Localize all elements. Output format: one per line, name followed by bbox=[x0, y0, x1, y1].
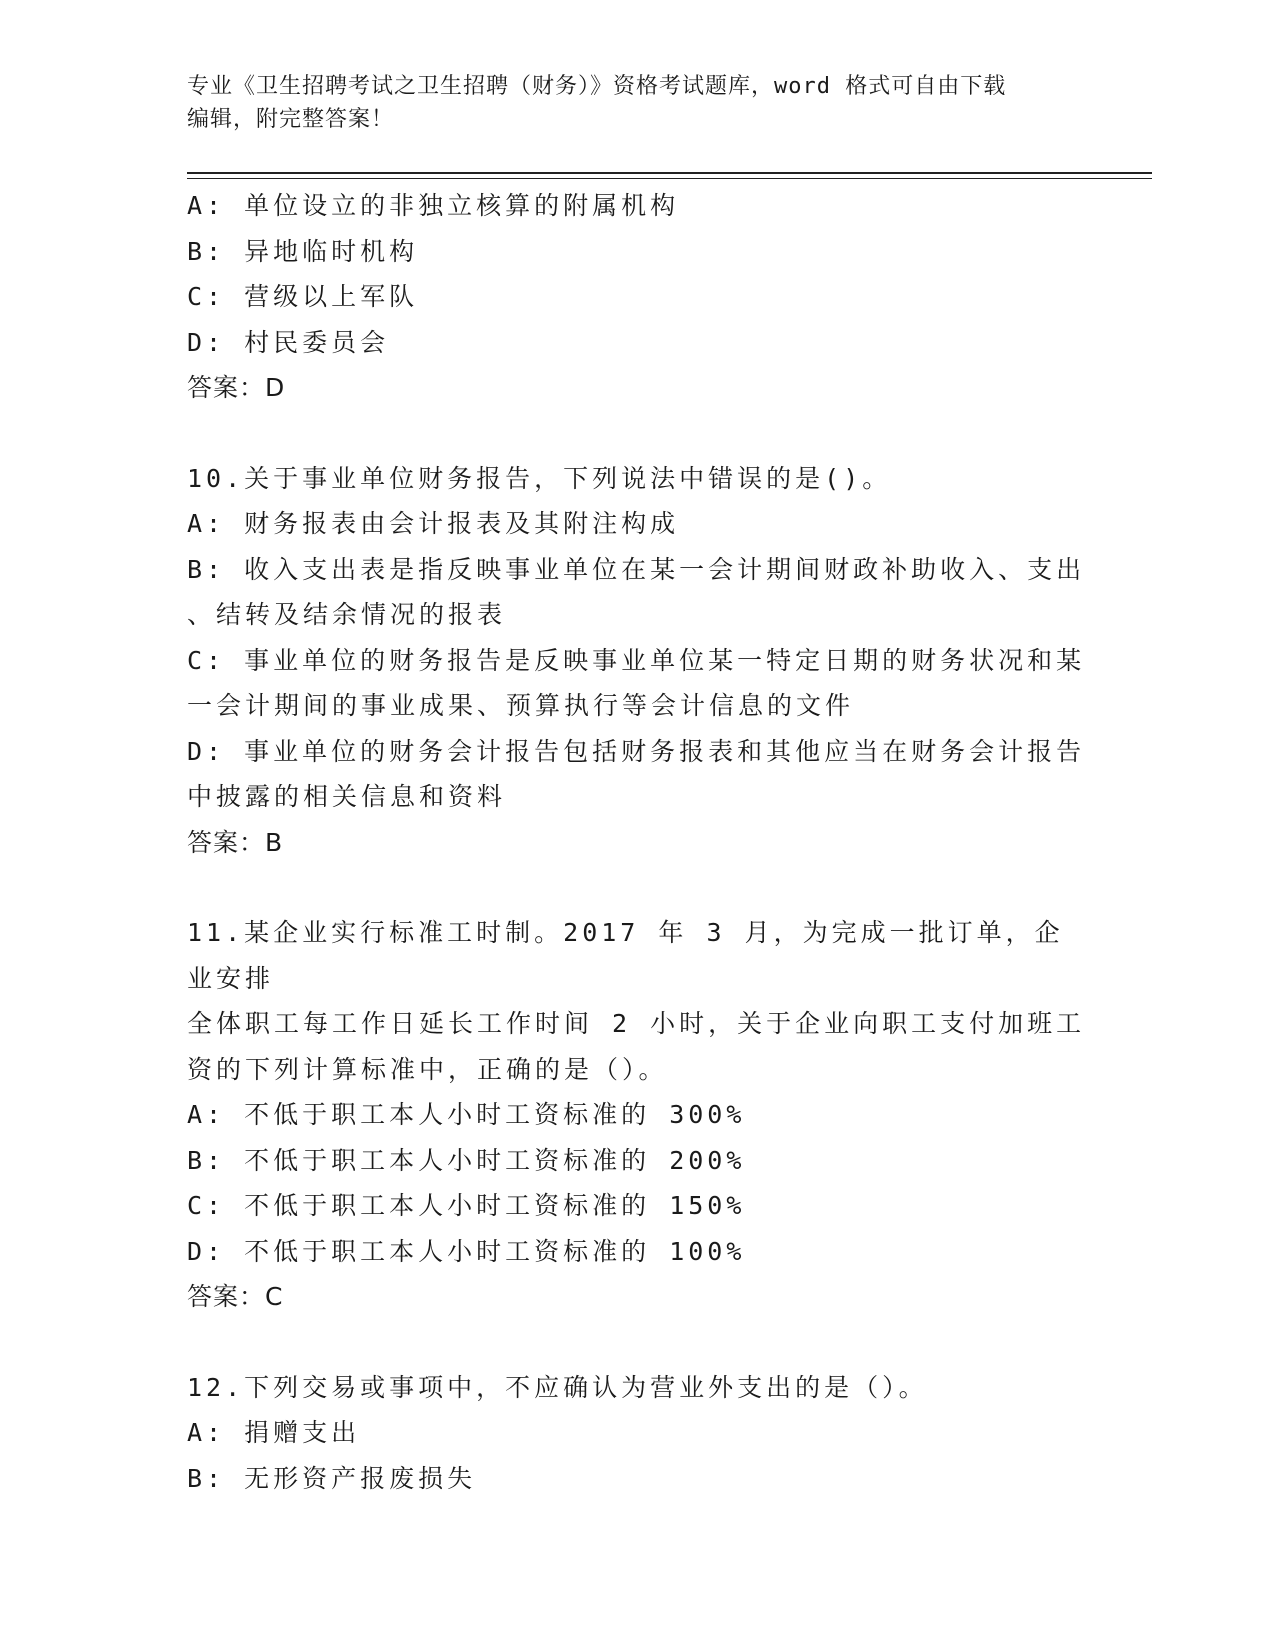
spacer bbox=[187, 411, 1152, 456]
option-c-continued: 一会计期间的事业成果、预算执行等会计信息的文件 bbox=[187, 691, 855, 720]
answer-label: 答案：B bbox=[187, 827, 284, 857]
option-b: B: 无形资产报废损失 bbox=[187, 1463, 477, 1493]
option-a: A: 不低于职工本人小时工资标准的 300% bbox=[187, 1100, 746, 1129]
option-a: A: 单位设立的非独立核算的附属机构 bbox=[187, 191, 680, 220]
option-b: B: 不低于职工本人小时工资标准的 200% bbox=[187, 1145, 746, 1175]
header-line: 专业《卫生招聘考试之卫生招聘（财务）》资格考试题库，word 格式可自由下载 bbox=[187, 74, 1007, 99]
header-divider bbox=[187, 172, 1152, 179]
option-d-continued: 中披露的相关信息和资料 bbox=[187, 782, 507, 811]
option-d: D: 村民委员会 bbox=[187, 327, 390, 357]
question-text: 12.下列交易或事项中，不应确认为营业外支出的是（）。 bbox=[187, 1372, 928, 1402]
option-a: A: 财务报表由会计报表及其附注构成 bbox=[187, 509, 680, 538]
question-text: 11.某企业实行标准工时制。2017 年 3 月，为完成一批订单，企业安排 bbox=[187, 918, 1064, 993]
option-b: B: 收入支出表是指反映事业单位在某一会计期间财政补助收入、支出 bbox=[187, 554, 1086, 584]
option-b-continued: 、结转及结余情况的报表 bbox=[187, 600, 507, 629]
question-9-block bbox=[187, 183, 1152, 411]
option-a: A: 捐赠支出 bbox=[187, 1418, 361, 1447]
question-11-block bbox=[187, 910, 1152, 1320]
question-text-continued: 资的下列计算标准中，正确的是（）。 bbox=[187, 1054, 668, 1084]
spacer bbox=[187, 1320, 1152, 1365]
option-c: C: 营级以上军队 bbox=[187, 282, 419, 311]
spacer bbox=[187, 865, 1152, 910]
option-c: C: 事业单位的财务报告是反映事业单位某一特定日期的财务状况和某 bbox=[187, 645, 1086, 675]
option-d: D: 事业单位的财务会计报告包括财务报表和其他应当在财务会计报告 bbox=[187, 736, 1086, 766]
question-text: 10.关于事业单位财务报告，下列说法中错误的是()。 bbox=[187, 463, 892, 493]
option-b: B: 异地临时机构 bbox=[187, 236, 419, 266]
option-d: D: 不低于职工本人小时工资标准的 100% bbox=[187, 1236, 746, 1266]
document-page bbox=[187, 70, 1152, 1501]
answer-label: 答案：C bbox=[187, 1282, 284, 1311]
question-10-block bbox=[187, 456, 1152, 866]
question-text-continued: 全体职工每工作日延长工作时间 2 小时，关于企业向职工支付加班工 bbox=[187, 1009, 1086, 1038]
answer-label: 答案：D bbox=[187, 373, 286, 402]
document-header bbox=[187, 70, 1067, 136]
question-12-block bbox=[187, 1365, 1152, 1502]
option-c: C: 不低于职工本人小时工资标准的 150% bbox=[187, 1191, 746, 1220]
header-line: 编辑，附完整答案！ bbox=[187, 107, 395, 132]
